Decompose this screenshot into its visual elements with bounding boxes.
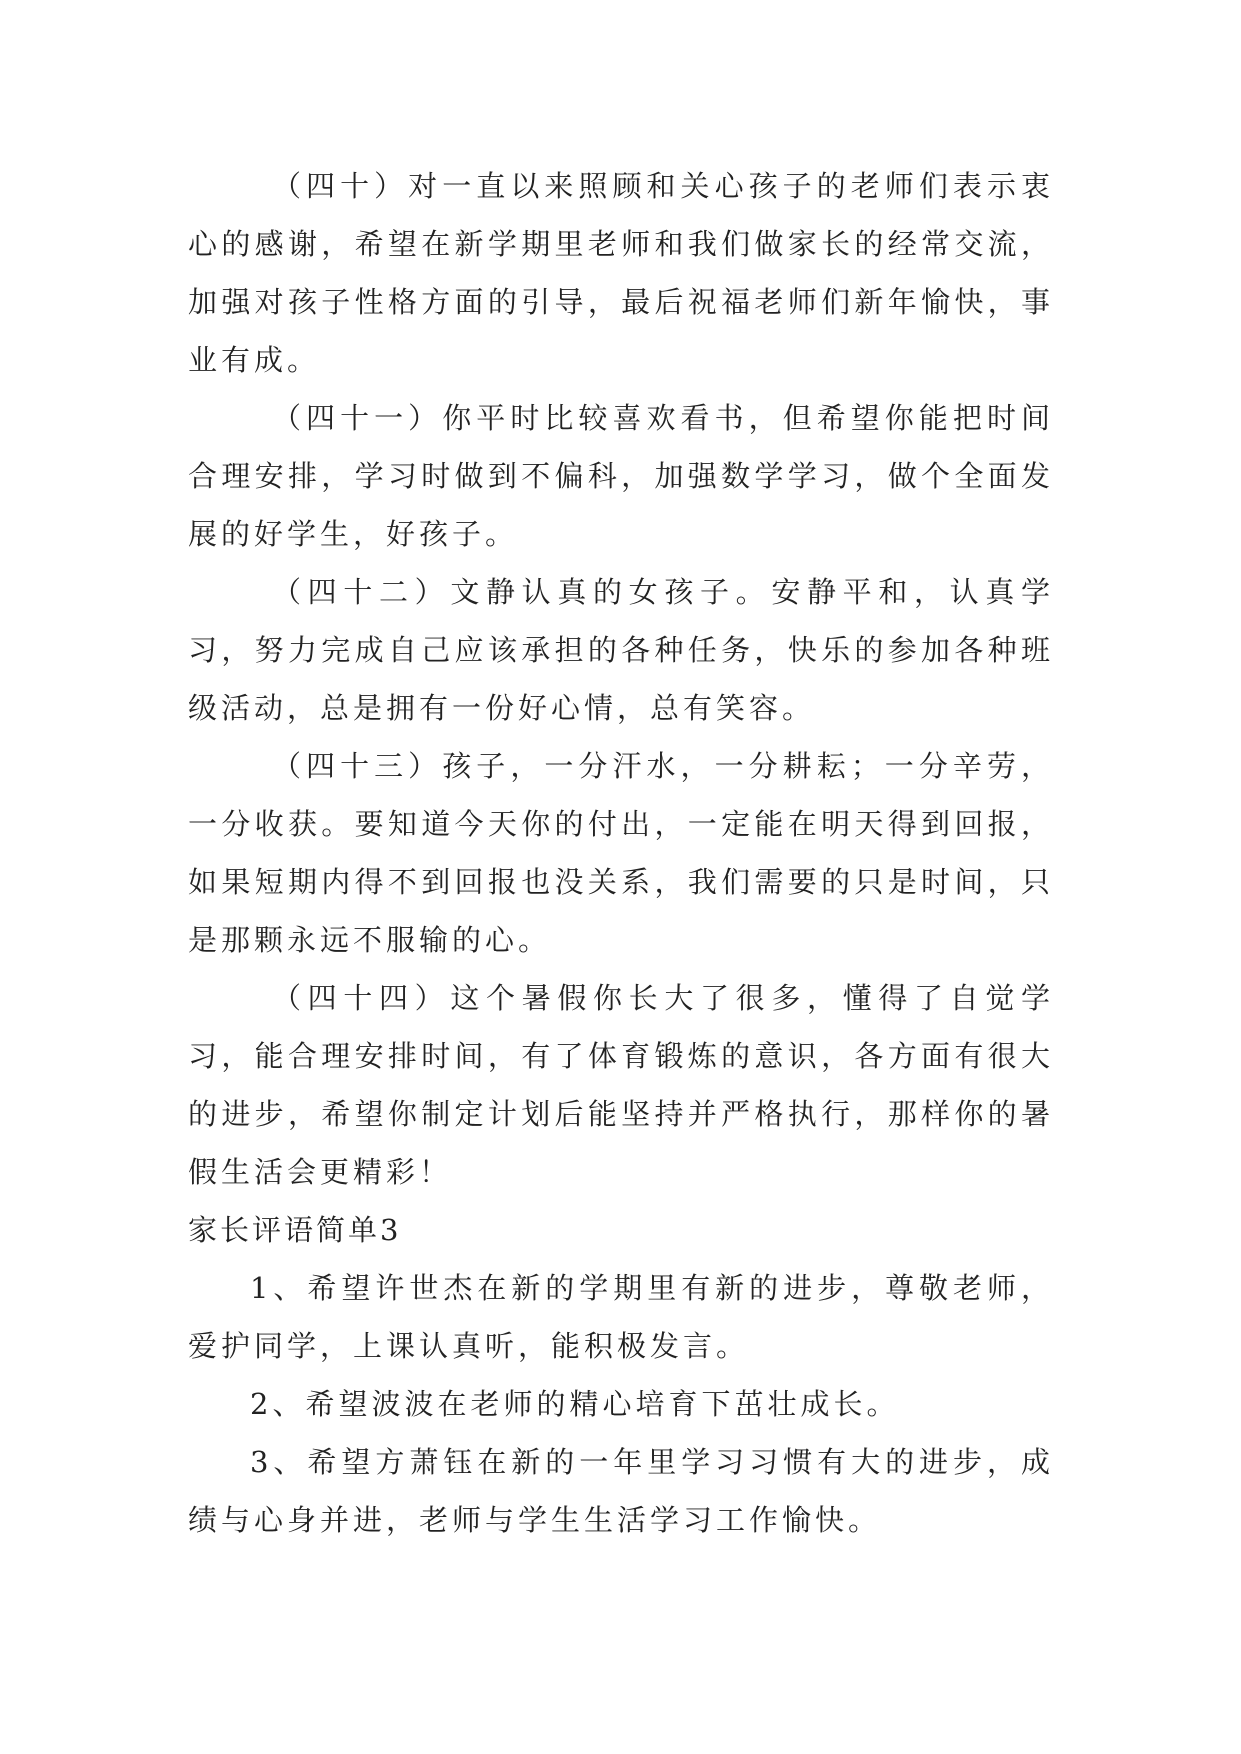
list-item-1: 1、希望许世杰在新的学期里有新的进步，尊敬老师，爱护同学，上课认真听，能积极发言。 xyxy=(188,1271,1054,1363)
list-item-3: 3、希望方萧钰在新的一年里学习习惯有大的进步，成绩与心身并进，老师与学生生活学习工作愉快。 xyxy=(188,1445,1054,1537)
paragraph-40: （四十）对一直以来照顾和关心孩子的老师们表示衷心的感谢，希望在新学期里老师和我们做家长的经常交流，加强对孩子性格方面的引导，最后祝福老师们新年愉快，事业有成。 xyxy=(188,169,1054,377)
paragraph-43: （四十三）孩子，一分汗水，一分耕耘；一分辛劳，一分收获。要知道今天你的付出，一定能在明天得到回报，如果短期内得不到回报也没关系，我们需要的只是时间，只是那颗永远不服输的心。 xyxy=(188,749,1054,957)
paragraph-41: （四十一）你平时比较喜欢看书，但希望你能把时间合理安排，学习时做到不偏科，加强数学学习，做个全面发展的好学生，好孩子。 xyxy=(188,401,1054,551)
paragraph-44: （四十四）这个暑假你长大了很多，懂得了自觉学习，能合理安排时间，有了体育锻炼的意识，各方面有很大的进步，希望你制定计划后能坚持并严格执行，那样你的暑假生活会更精彩！ xyxy=(188,981,1054,1189)
section-heading: 家长评语简单3 xyxy=(188,1213,402,1247)
list-item-2: 2、希望波波在老师的精心培育下茁壮成长。 xyxy=(250,1387,900,1421)
document-body xyxy=(188,157,1054,1549)
paragraph-42: （四十二）文静认真的女孩子。安静平和，认真学习，努力完成自己应该承担的各种任务，快乐的参加各种班级活动，总是拥有一份好心情，总有笑容。 xyxy=(188,575,1054,725)
